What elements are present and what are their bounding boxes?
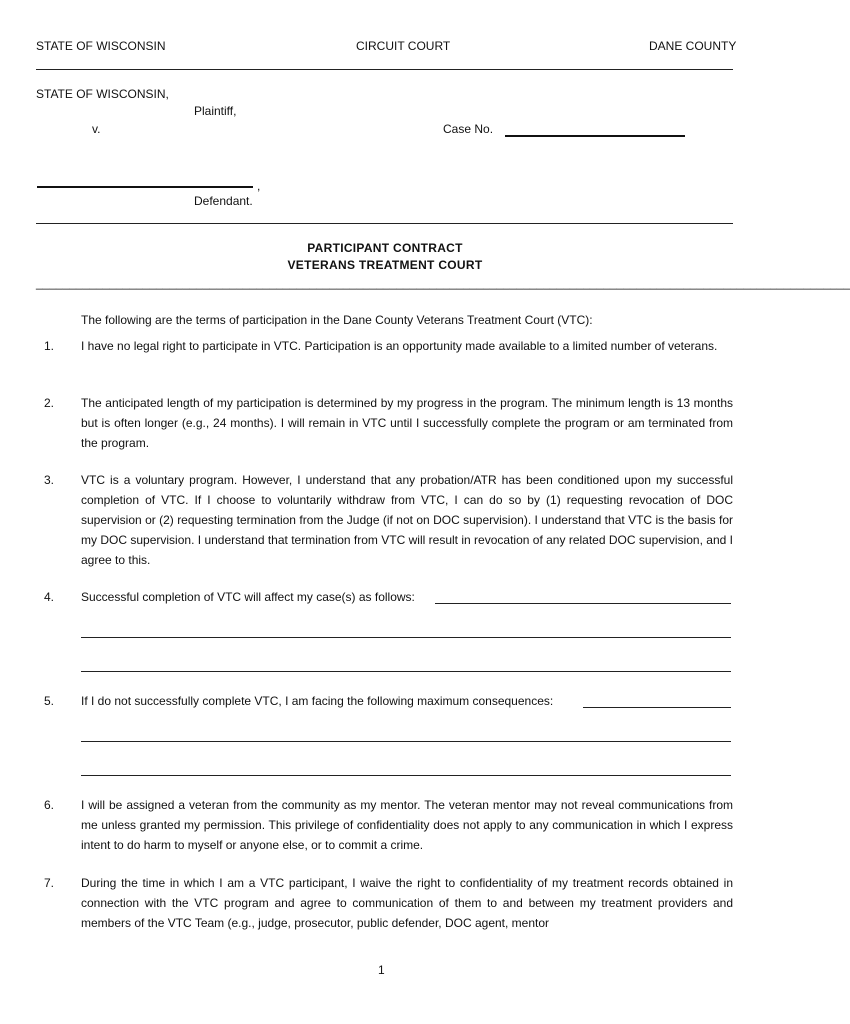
item-text: I have no legal right to participate in VTC. Participation is an opportunity made available to a limited number of veterans. [81,339,718,353]
case-effect-blank-3[interactable] [81,671,731,672]
caption-plaintiff: Plaintiff, [194,104,237,118]
case-effect-blank-2[interactable] [81,637,731,638]
document-title: PARTICIPANT CONTRACT [307,241,463,255]
item-number: 7. [44,876,55,890]
item-text: I will be assigned a veteran from the community as my mentor. The veteran mentor may not reveal communications from me unless granted my permission. This privilege of confidentiality does not apply to any communication in which I express intent to do harm to myself or anyone else, or to commit a crime. [81,798,733,852]
defendant-name-blank[interactable] [37,186,253,188]
caption-comma: , [257,179,261,193]
item-number: 6. [44,798,55,812]
item-number: 1. [44,339,55,353]
header-court: CIRCUIT COURT [356,39,451,53]
case-no-blank[interactable] [505,135,685,137]
case-no-label: Case No. [443,122,494,136]
caption-party: STATE OF WISCONSIN, [36,87,169,101]
title-dashed-rule: __________________________________________________________________________________________________________________________ [36,276,850,290]
item-number: 4. [44,590,55,604]
item-text: The anticipated length of my participation is determined by my progress in the program. The minimum length is 13 months but is often longer (e.g., 24 months). I will remain in VTC until I successfully complete the program or am terminated from the program. [81,396,733,450]
consequences-blank-3[interactable] [81,775,731,776]
item-text: During the time in which I am a VTC participant, I waive the right to confidentiality of my treatment records obtained in connection with the VTC program and agree to communication of them to and between my treatment providers and members of the VTC Team (e.g., judge, prosecutor, public defender, DOC agent, mentor [81,876,733,930]
item-text: If I do not successfully complete VTC, I am facing the following maximum consequences: [81,694,554,708]
item-text: VTC is a voluntary program. However, I understand that any probation/ATR has been conditioned upon my successful completion of VTC. If I choose to voluntarily withdraw from VTC, I can do so by (1) requesting revocation of DOC supervision or (2) requesting termination from the Judge (if not on DOC supervision). I understand that VTC is the basis for my DOC supervision. I understand that termination from VTC will result in revocation of any related DOC supervision, and I agree to this. [81,473,733,567]
item-text: Successful completion of VTC will affect my case(s) as follows: [81,590,415,604]
case-effect-blank-1[interactable] [435,603,731,604]
item-number: 2. [44,396,55,410]
intro-text: The following are the terms of participation in the Dane County Veterans Treatment Court (VTC): [81,313,593,327]
caption-divider [36,223,733,224]
header-county: DANE COUNTY [649,39,737,53]
consequences-blank-2[interactable] [81,741,731,742]
consequences-blank-1[interactable] [583,707,731,708]
document-subtitle: VETERANS TREATMENT COURT [287,258,483,272]
caption-defendant: Defendant. [194,194,253,208]
item-number: 5. [44,694,55,708]
header-state: STATE OF WISCONSIN [36,39,166,53]
item-number: 3. [44,473,55,487]
caption-versus: v. [92,122,101,136]
page-number: 1 [378,963,385,977]
header-divider [36,69,733,70]
